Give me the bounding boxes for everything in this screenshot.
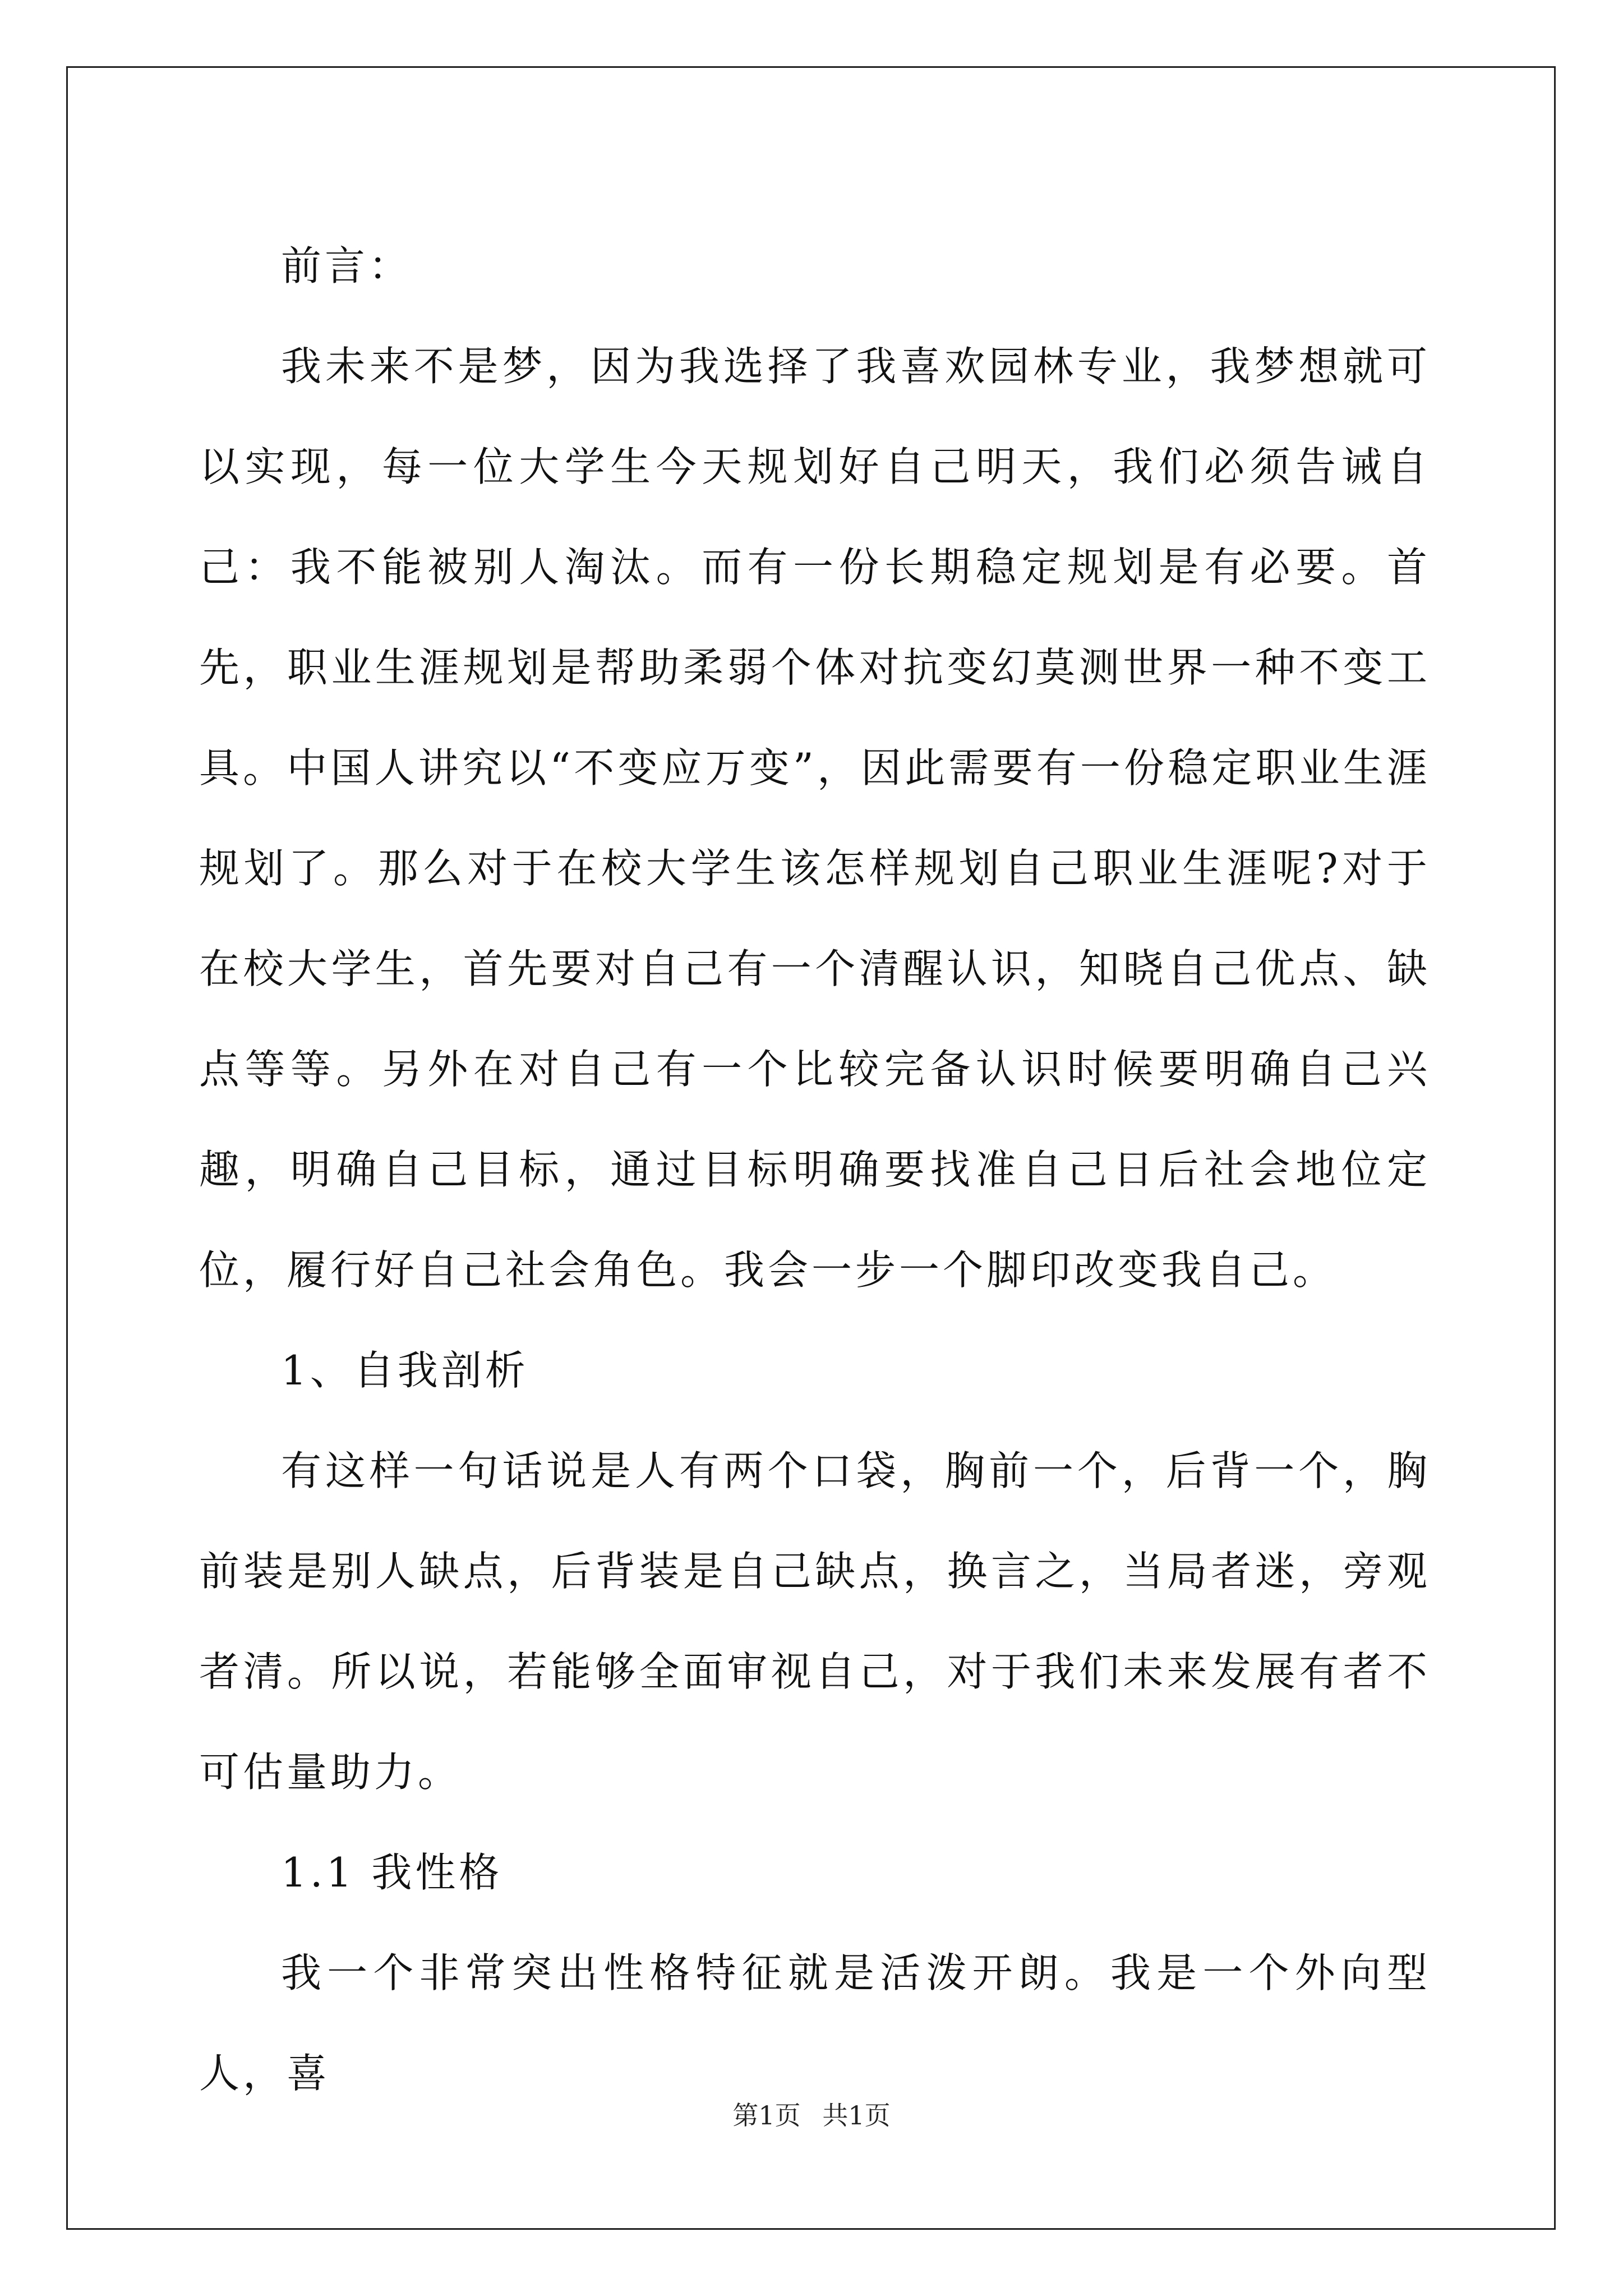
page-number-total: 共1页 (822, 2100, 891, 2131)
personality-paragraph: 我一个非常突出性格特征就是活泼开朗。我是一个外向型人，喜 (199, 1949, 1431, 2097)
section-heading-self-analysis: 1、自我剖析 (281, 1347, 529, 1394)
section-heading-personality: 1.1 我性格 (281, 1849, 503, 1896)
preface-label: 前言： (281, 242, 413, 289)
page-number-current: 第1页 (732, 2100, 801, 2131)
preface-paragraph: 我未来不是梦，因为我选择了我喜欢园林专业，我梦想就可以实现，每一位大学生今天规划好自己明天，我们必须告诫自己：我不能被别人淘汰。而有一份长期稳定规划是有必要。首先，职业生涯规划是帮助柔弱个体对抗变幻莫测世界一种不变工具。中国人讲究以“不变应万变”，因此需要有一份稳定职业生涯规划了。那么对于在校大学生该怎样规划自己职业生涯呢?对于在校大学生，首先要对自己有一个清醒认识，知晓自己优点、缺点等等。另外在对自己有一个比较完备认识时候要明确自己兴趣，明确自己目标，通过目标明确要找准自己日后社会地位定位，履行好自己社会角色。我会一步一个脚印改变我自己。 (199, 343, 1431, 1294)
page-footer (0, 2095, 1623, 2132)
self-analysis-paragraph: 有这样一句话说是人有两个口袋，胸前一个，后背一个，胸前装是别人缺点，后背装是自己缺点，换言之，当局者迷，旁观者清。所以说，若能够全面审视自己，对于我们未来发展有者不可估量助力。 (199, 1447, 1431, 1796)
document-body (199, 216, 1431, 2124)
